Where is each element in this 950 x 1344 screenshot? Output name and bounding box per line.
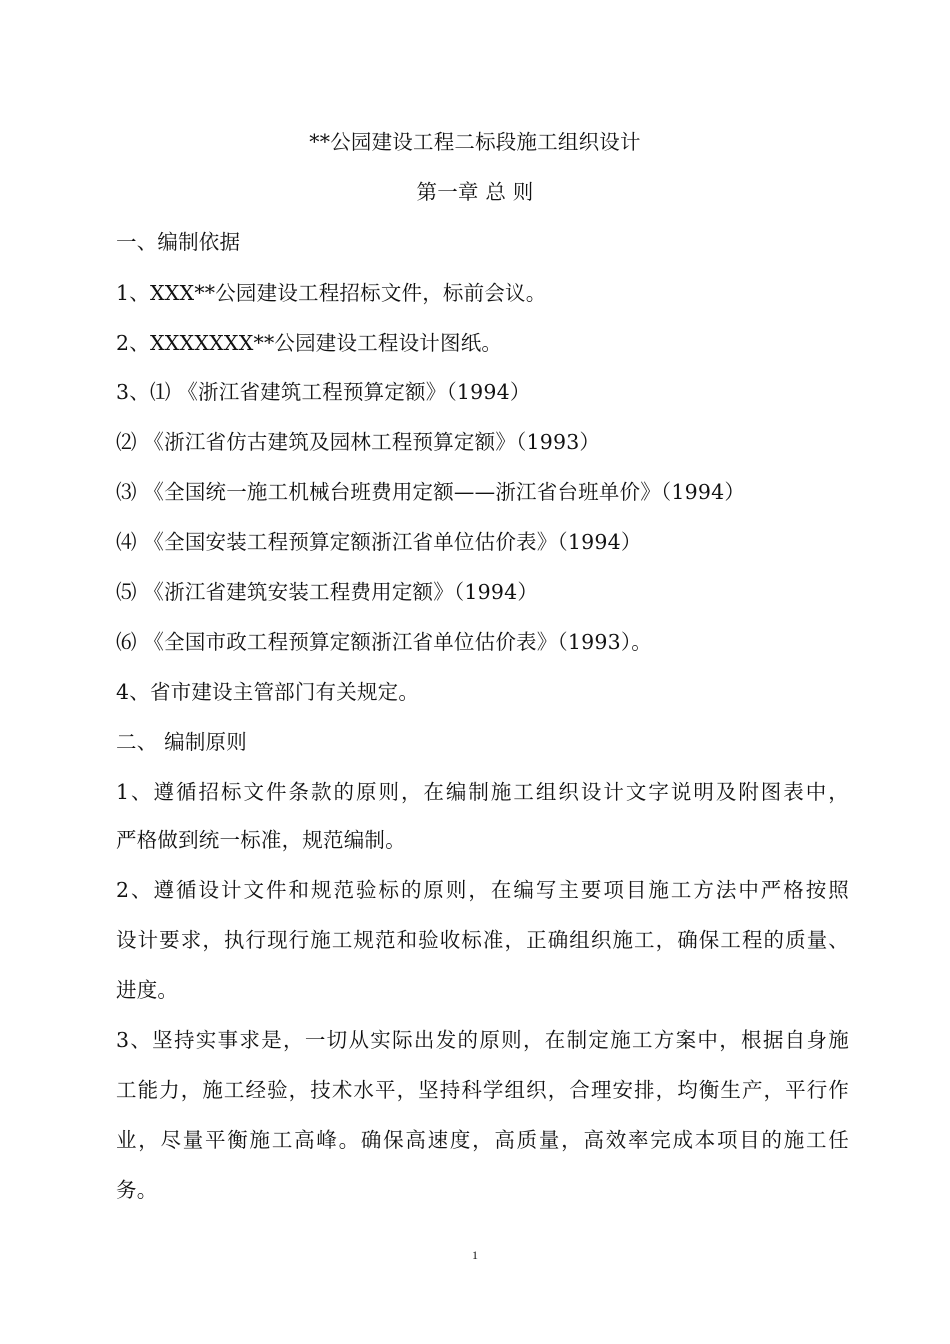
paragraph-line: 1、遵循招标文件条款的原则，在编制施工组织设计文字说明及附图表中， xyxy=(116,780,849,804)
document-title: **公园建设工程二标段施工组织设计 xyxy=(309,130,641,154)
list-item: ⑵ 《浙江省仿古建筑及园林工程预算定额》（1993） xyxy=(116,430,601,454)
list-item: 4、省市建设主管部门有关规定。 xyxy=(116,680,420,704)
list-item: ⑹ 《全国市政工程预算定额浙江省单位估价表》（1993）。 xyxy=(116,630,652,654)
paragraph-line: 严格做到统一标准，规范编制。 xyxy=(116,828,406,852)
paragraph-line: 2、遵循设计文件和规范验标的原则，在编写主要项目施工方法中严格按照 xyxy=(116,878,849,902)
list-item: 3、⑴ 《浙江省建筑工程预算定额》（1994） xyxy=(116,380,531,404)
paragraph-line: 务。 xyxy=(116,1178,158,1202)
list-item: ⑶ 《全国统一施工机械台班费用定额——浙江省台班单价》（1994） xyxy=(116,480,746,504)
paragraph-line: 业，尽量平衡施工高峰。确保高速度，高质量，高效率完成本项目的施工任 xyxy=(116,1128,849,1152)
paragraph-line: 工能力，施工经验，技术水平，坚持科学组织，合理安排，均衡生产，平行作 xyxy=(116,1078,849,1102)
paragraph-line: 进度。 xyxy=(116,978,179,1002)
list-item: ⑸ 《浙江省建筑安装工程费用定额》（1994） xyxy=(116,580,539,604)
paragraph-line: 设计要求，执行现行施工规范和验收标准，正确组织施工，确保工程的质量、 xyxy=(116,928,849,952)
chapter-heading: 第一章 总 则 xyxy=(416,180,534,204)
section-heading: 一、编制依据 xyxy=(116,230,241,254)
page-number: 1 xyxy=(472,1248,478,1262)
paragraph-line: 3、坚持实事求是，一切从实际出发的原则，在制定施工方案中，根据自身施 xyxy=(116,1028,849,1052)
list-item: ⑷ 《全国安装工程预算定额浙江省单位估价表》（1994） xyxy=(116,530,642,554)
list-item: 2、XXXXXXX**公园建设工程设计图纸。 xyxy=(116,331,503,355)
section-heading: 二、 编制原则 xyxy=(116,730,247,754)
list-item: 1、XXX**公园建设工程招标文件，标前会议。 xyxy=(116,281,547,305)
